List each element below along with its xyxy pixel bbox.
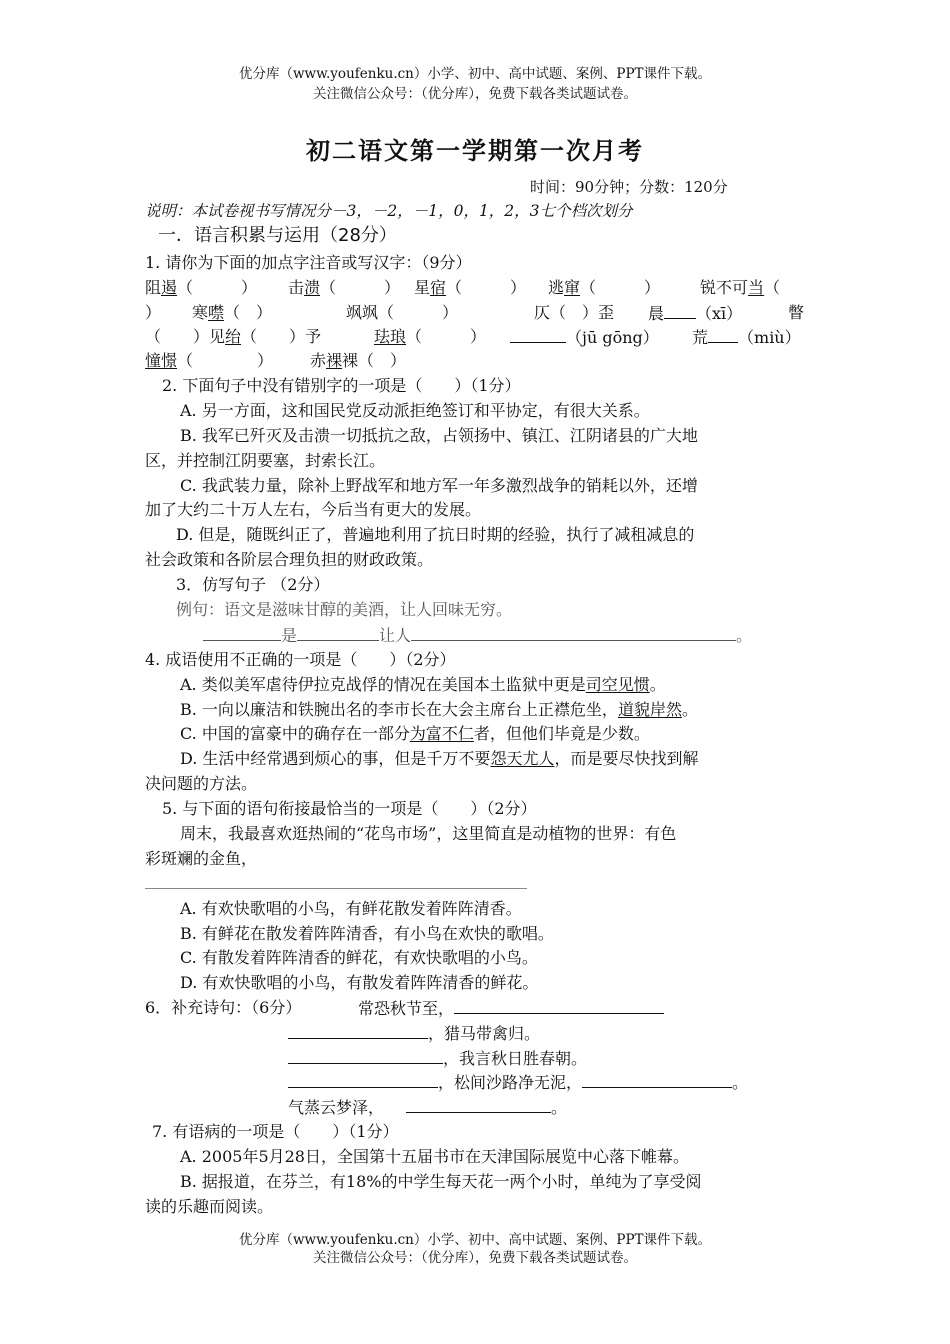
q2-option-c-cont: 加了大约二十万人左右，今后当有更大的发展。	[145, 500, 482, 519]
q1-row-1d: 逃窜（ ）	[548, 278, 661, 297]
q7-option-b: B. 据报道，在芬兰，有18%的中学生每天花一两个小时，单纯为了享受阅	[180, 1172, 702, 1191]
q6-line-5: 气蒸云梦泽， 。	[288, 1098, 568, 1117]
q4-option-b: B. 一向以廉洁和铁腕出名的李市长在大会主席台上正襟危坐，道貌岸然。	[180, 700, 698, 719]
q5-passage: 周末，我最喜欢逛热闹的“花鸟市场”，这里简直是动植物的世界：有色	[180, 824, 677, 843]
footer-line-2: 关注微信公众号：（优分库），免费下载各类试题试卷。	[313, 1250, 637, 1266]
section-heading: 一．语言积累与运用（28分）	[158, 225, 397, 246]
q5-passage-cont: 彩斑斓的金鱼，	[145, 849, 258, 868]
q1-row-2d: 仄（ ）歪	[534, 303, 615, 322]
q7-option-b-cont: 读的乐趣而阅读。	[145, 1197, 274, 1216]
footer-line-1: 优分库（www.youfenku.cn）小学、初中、高中试题、案例、PPT课件下载。	[238, 1232, 712, 1248]
q3-example: 例句：语文是滋味甘醇的美酒，让人回味无穷。	[176, 600, 513, 619]
q1-row-3a: （ ）见绐（ ）予	[145, 327, 322, 346]
q1-row-2c: 飒飒（ ）	[346, 303, 459, 322]
q5-answer-line	[145, 888, 527, 889]
header-line-2: 关注微信公众号：（优分库），免费下载各类试题试卷。	[313, 86, 637, 102]
q1-row-1e: 锐不可当（	[700, 278, 781, 297]
q5-option-d: D. 有欢快歌唱的小鸟，有散发着阵阵清香的鲜花。	[180, 973, 539, 992]
q6-stem: 6．补充诗句：（6分）	[145, 998, 302, 1017]
q2-option-d: D. 但是，随既纠正了，普遍地利用了抗日时期的经验，执行了减租减息的	[176, 525, 695, 544]
q4-option-d: D. 生活中经常遇到烦心的事，但是千万不要怨天尤人，而是要尽快找到解	[180, 749, 699, 768]
q2-option-b: B. 我军已歼灭及击溃一切抵抗之敌，占领扬中、镇江、江阴诸县的广大地	[180, 426, 698, 445]
q1-row-2g: 瞥	[788, 303, 805, 322]
q3-template: 是 让人 。	[203, 625, 752, 646]
q5-option-c: C. 有散发着阵阵清香的鲜花，有欢快歌唱的小鸟。	[180, 948, 538, 967]
q7-stem: 7. 有语病的一项是（ ）（1分）	[152, 1122, 399, 1141]
q2-stem: 2. 下面句子中没有错别字的一项是（ ）（1分）	[162, 376, 521, 395]
time-info: 时间：90分钟；分数：120分	[530, 178, 728, 196]
q2-option-c: C. 我武装力量，除补上野战军和地方军一年多激烈战争的销耗以外，还增	[180, 476, 698, 495]
q1-row-2e: 晨 （xī）	[648, 304, 743, 323]
q5-stem: 5. 与下面的语句衔接最恰当的一项是（ ）（2分）	[162, 799, 537, 818]
page-title: 初二语文第一学期第一次月考	[306, 136, 644, 165]
q7-option-a: A. 2005年5月28日，全国第十五届书市在天津国际展览中心落下帷幕。	[180, 1147, 689, 1166]
q4-option-c: C. 中国的富豪中的确存在一部分为富不仁者，但他们毕竟是少数。	[180, 724, 650, 743]
q1-row-1b: 击溃（ ）	[288, 278, 401, 297]
q3-stem: 3．仿写句子 （2分）	[176, 575, 330, 594]
q5-option-b: B. 有鲜花在散发着阵阵清香，有小鸟在欢快的歌唱。	[180, 924, 554, 943]
q1-row-3g: 荒 （miù）	[692, 328, 801, 347]
header-line-1: 优分库（www.youfenku.cn）小学、初中、高中试题、案例、PPT课件下载。	[238, 66, 712, 82]
q5-option-a: A. 有欢快歌唱的小鸟，有鲜花散发着阵阵清香。	[180, 899, 522, 918]
q6-line-2: ，猎马带禽归。	[288, 1023, 540, 1044]
q2-option-b-cont: 区，并控制江阴要塞，封索长江。	[145, 451, 386, 470]
q1-row-3f: （jū gōng）	[510, 327, 659, 348]
q1-row-1: 阻遏（ ）	[145, 278, 258, 297]
q6-line-3: ，我言秋日胜春朝。	[288, 1048, 587, 1069]
q1-row-2b: 寒噤（ ）	[192, 303, 273, 322]
q1-row-1c: 星宿（ ）	[414, 278, 527, 297]
grading-note: 说明：本试卷视书写情况分－3，－2，－1，0，1，2，3七个档次划分	[145, 202, 633, 220]
q1-row-2a: ）	[145, 303, 162, 322]
q1-stem: 1. 请你为下面的加点字注音或写汉字：（9分）	[145, 253, 472, 272]
q1-row-4a: 憧憬（ ）	[145, 351, 274, 370]
q6-line-4: ，松间沙路净无泥， 。	[288, 1072, 748, 1093]
q2-option-d-cont: 社会政策和各阶层合理负担的财政政策。	[145, 550, 434, 569]
q6-line-1: 常恐秋节至，	[358, 998, 664, 1019]
q2-option-a: A. 另一方面，这和国民党反动派拒绝签订和平协定，有很大关系。	[180, 401, 650, 420]
q1-row-3d: 珐琅（ ）	[374, 327, 487, 346]
q1-row-4c: 赤裸裸（ ）	[310, 351, 407, 370]
q4-option-a: A. 类似美军虐待伊拉克战俘的情况在美国本土监狱中更是司空见惯。	[180, 675, 666, 694]
q4-option-d-cont: 决问题的方法。	[145, 774, 258, 793]
q4-stem: 4. 成语使用不正确的一项是（ ）（2分）	[145, 650, 456, 669]
